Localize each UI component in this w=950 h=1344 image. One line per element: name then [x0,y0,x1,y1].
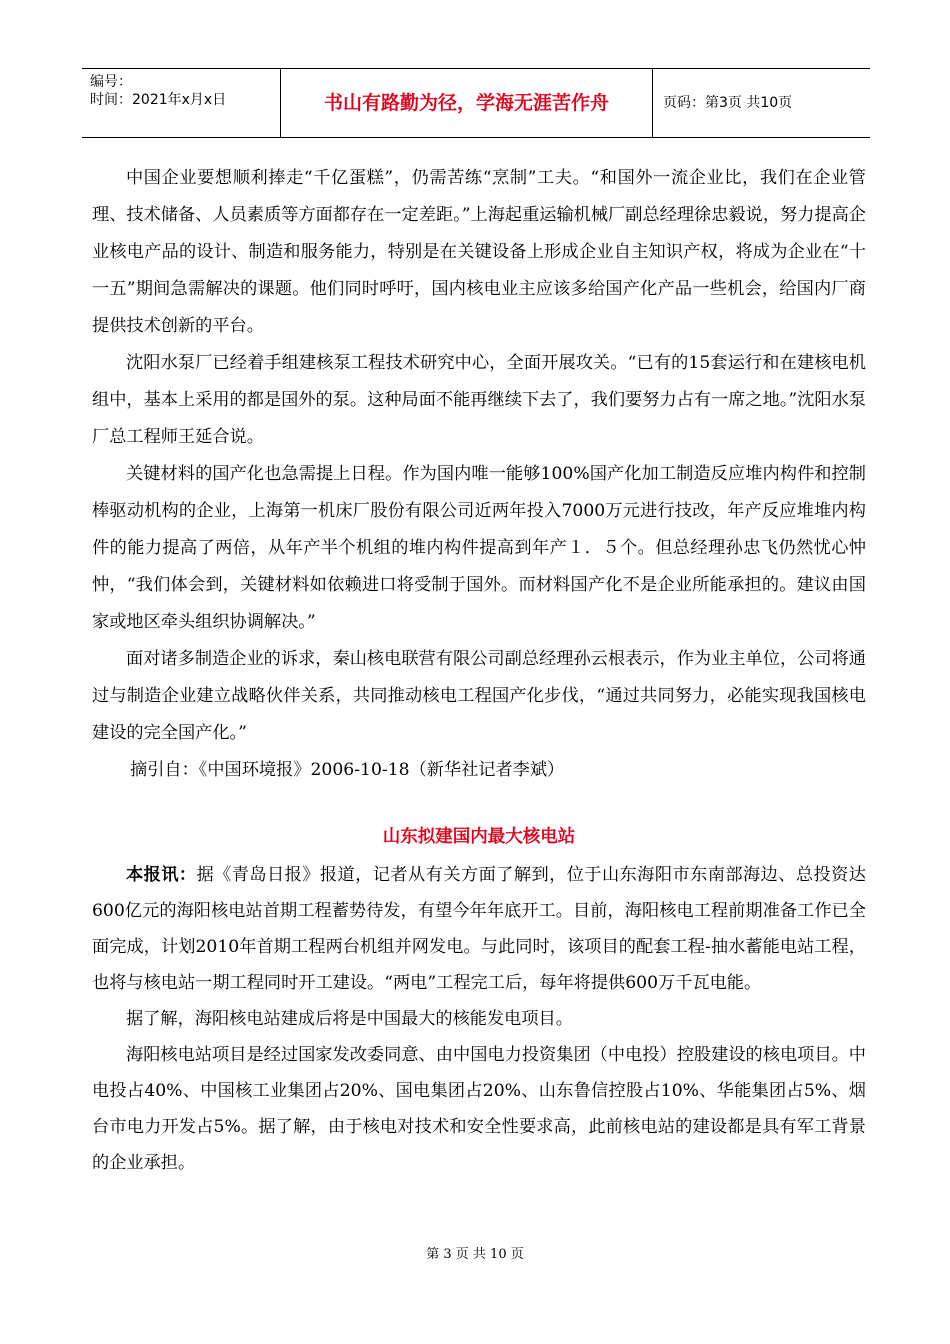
article2-lead-label: 本报讯： [126,865,197,885]
header-page-info: 页码：第3页 共10页 [663,95,793,111]
article1-paragraph-4: 面对诸多制造企业的诉求，秦山核电联营有限公司副总经理孙云根表示，作为业主单位，公司将通过与制造企业建立战略伙伴关系，共同推动核电工程国产化步伐，“通过共同努力，必能实现我国核电建设的完全国产化。” [92,649,866,743]
motto-text: 书山有路勤为径，学海无涯苦作舟 [323,92,609,114]
header-meta-cell [82,69,281,137]
article2-paragraph-3: 海阳核电站项目是经过国家发改委同意、由中国电力投资集团（中电投）控股建设的核电项目。中电投占40%、中国核工业集团占20%、国电集团占20%、山东鲁信控股占10%、华能集团占5%、烟台市电力开发占5%。据了解，由于核电对技术和安全性要求高，此前核电站的建设都是具有军工背景的企业承担。 [92,1045,866,1173]
document-body [92,160,866,1181]
article2-paragraph-1-text: 据《青岛日报》报道，记者从有关方面了解到，位于山东海阳市东南部海边、总投资达600亿元的海阳核电站首期工程蓄势待发，有望今年年底开工。目前，海阳核电工程前期准备工作已全面完成，计划2010年首期工程两台机组并网发电。与此同时，该项目的配套工程-抽水蓄能电站工程，也将与核电站一期工程同时开工建设。“两电”工程完工后，每年将提供600万千瓦电能。 [92,865,866,993]
article1-paragraph-1: 中国企业要想顺利捧走“千亿蛋糕”，仍需苦练“烹制”工夫。“和国外一流企业比，我们在企业管理、技术储备、人员素质等方面都存在一定差距。”上海起重运输机械厂副总经理徐忠毅说，努力提高企业核电产品的设计、制造和服务能力，特别是在关键设备上形成企业自主知识产权，将成为企业在“十一五”期间急需解决的课题。他们同时呼吁，国内核电业主应该多给国产化产品一些机会，给国内厂商提供技术创新的平台。 [92,168,866,336]
document-code-label: 编号： [90,74,132,90]
article1-paragraph-2: 沈阳水泵厂已经着手组建核泵工程技术研究中心，全面开展攻关。“已有的15套运行和在建核电机组中，基本上采用的都是国外的泵。这种局面不能再继续下去了，我们要努力占有一席之地。”沈阳水泵厂总工程师王延合说。 [92,353,866,447]
article1-source: 摘引自：《中国环境报》2006-10-18（新华社记者李斌） [130,760,565,780]
page-header [82,68,870,138]
page-footer: 第 3 页 共 10 页 [426,1247,524,1262]
header-motto-cell [281,69,653,137]
header-page-cell [653,69,870,137]
article2-title: 山东拟建国内最大核电站 [382,827,576,847]
article2-paragraph-1 [92,857,866,1001]
document-date-label: 时间：2021年x月x日 [90,92,227,108]
article2-paragraph-2: 据了解，海阳核电站建成后将是中国最大的核能发电项目。 [126,1009,573,1029]
article1-paragraph-3: 关键材料的国产化也急需提上日程。作为国内唯一能够100%国产化加工制造反应堆内构件和控制棒驱动机构的企业，上海第一机床厂股份有限公司近两年投入7000万元进行技改，年产反应堆堆内构件的能力提高了两倍，从年产半个机组的堆内构件提高到年产１．５个。但总经理孙忠飞仍然忧心忡忡，“我们体会到，关键材料如依赖进口将受制于国外。而材料国产化不是企业所能承担的。建议由国家或地区牵头组织协调解决。” [92,464,866,632]
